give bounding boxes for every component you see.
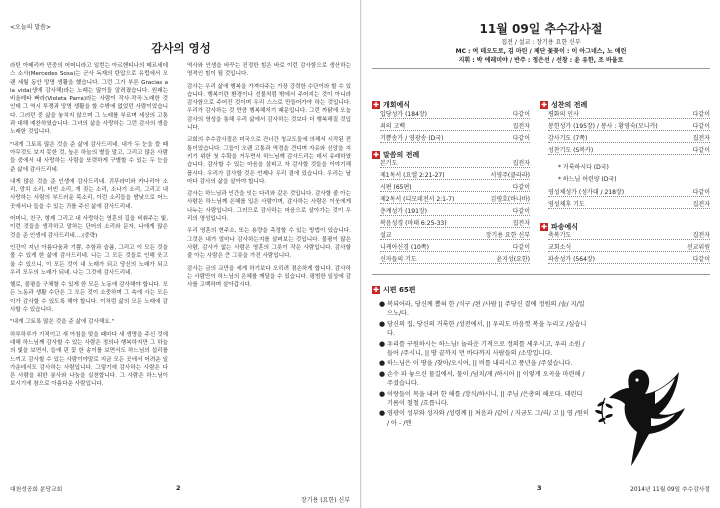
sermon-paragraph: 교회의 추수감사절은 미국으로 건너간 청교도들에 의해서 시작된 전통이었습니다. 그들이 오랜 고통과 역경을 견디며 자유와 신앙을 지키기 위한 첫 수확을 거두면서 하느님께 감사드리는 데서 유래하였습니다. 감사할 수 있는 마음을 살피고 자 감사할 것들을 이야기해 봅시다. 우리가 감사할 것은 언제나 우리 곁에 있습니다. 우리는 날마다 감사의 삶을 살아야 합니다. <box>187 137 351 185</box>
sermon-column-1 <box>10 62 168 393</box>
divider <box>372 68 710 69</box>
order-row: 설교 장기용 요한 신부 <box>380 229 530 240</box>
order-row: 영성체성가 (성가대 / 218장) 다같이 <box>548 186 710 197</box>
psalm-verse: ● 영광이 성부와 성자와 /성령께 || 처음과 /같이 / 지금도 그/리/ 고 || 영 /원히 / 아 - /멘 <box>379 409 589 427</box>
order-row: 봉헌성가 (195장) / 봉사 : 황영숙(모니카) 다같이 <box>548 120 710 131</box>
page-number: 2 <box>176 484 181 492</box>
psalm-responses <box>379 300 589 429</box>
section-title: 파송예식 <box>551 223 579 231</box>
sermon-paragraph: 감사는 금의 교만을 세게 하기보다 오히려 겸손하게 합니다. 감사하는 사람만이 하느님의 은혜를 깨달을 수 있습니다. 평범한 일상에 감사를 고백하며 살아갑시다. <box>187 265 351 289</box>
order-row: 감사기도 (7쪽) 집전자 <box>548 132 710 143</box>
order-row: 평화의 인사 다같이 <box>548 108 710 119</box>
sermon-paragraph: "내게 그토록 많은 것을 준 삶에 감사드리네. 내가 두 눈을 뜰 때 아무것도 보지 못한 것, 높은 하늘의 별들 말고, 그리고 많은 사람들 중에서 내 사랑하는 사람을 또렷하게 구별할 수 있는 두 눈을 준 삶에 감사드리네. <box>10 141 168 173</box>
sermon-title: 감사의 영성 <box>151 41 211 55</box>
order-row: 입당성가 (184장) 다같이 <box>380 108 530 119</box>
dove-olive-branch-icon <box>595 354 705 474</box>
service-ministers <box>372 38 710 65</box>
order-row: 복음성경 (마태 6:25-33) 집전자 <box>380 217 530 228</box>
section-heading-psalm <box>372 285 415 295</box>
section-title: 성찬의 전례 <box>551 101 588 109</box>
sermon-paragraph: 인간이 지닌 아름다움과 기쁨, 추함과 슬픔, 그리고 이 모든 것을 볼 수 있게 한 삶에 감사드리네. 나는 그 모든 것들로 인해 웃고 울 수 있으니, 이 모든 것이 내 노래가 되고 당신의 노래가 되고 우리 모두의 노래가 되네. 나는 그것에 감사드리네. <box>10 244 168 276</box>
section-title: 말씀의 전례 <box>383 151 420 159</box>
order-row: 신자들의 기도 윤지성(요한) <box>380 253 530 264</box>
order-row: 제2독서 (디모데전서 2:1-7) 김평호(바나바) <box>380 193 530 204</box>
psalm-verse: ● 하느님은 이 땅을 /찾아/오시어, || 비를 내리시고 풍년을 /주셨습니다. <box>379 359 573 368</box>
cross-icon: ✚ <box>541 223 547 231</box>
order-row: 기쁨송가 / 영광송 (D국) 다같이 <box>380 132 530 143</box>
order-row: 죄의 고백 집전자 <box>380 120 530 131</box>
ministers-line: MC : 여 데오도로, 김 마틴 / 제단 꽃꽂이 : 이 아그네스, 노 애린 <box>455 48 627 55</box>
right-page <box>362 0 720 508</box>
psalm-verse: ● 당신의 집, 당신의 거룩한 /성전에서, || 우리도 마음껏 복을 누리고 /싶습니다. <box>379 319 587 338</box>
order-row: 축복기도 집전자 <box>548 229 710 240</box>
cross-icon: ✚ <box>541 101 547 109</box>
cross-icon: ✚ <box>373 286 379 294</box>
sermon-paragraph: "내게 그토록 많은 것을 준 삶에 감사해요." <box>10 319 115 326</box>
sermon-paragraph: 감사는 하느님과 인간을 잇는 다리와 같은 것입니다. 감사할 줄 아는 사람은 하느님께 은혜를 입은 사람이며, 감사하는 사람은 이웃에게 나누는 사람입니다. 그러므로 감사하는 마음으로 살아가는 것이 우리의 영성입니다. <box>187 191 351 223</box>
order-row: 파송성가 (564장) 다같이 <box>548 253 710 264</box>
footer-date: 2014년 11월 09일 추수감사절 <box>630 487 710 493</box>
order-row: 성찬기도 (S복카) 다같이 <box>548 144 710 155</box>
sanctus-note: * 거룩하시다 (D국) <box>558 164 609 171</box>
sermon-paragraph: 라틴 아메리카 민중의 어머니라고 일컫는 아르헨티나의 메르세데스 소사(Mercedes Sosa)는 군사 독재의 탄압으로 유럽에서 오랜 세월 동안 망명 생활을 했습니다. 그런 그가 부른 Gracias a la vida(생에 감사해)라는 노래는 많이들 알려졌습니다. 원래는 비올레타 빠라(Violeta Parra)라는 사람이 작사·작곡·노래한 것인데 그 역시 투쟁과 망명 생활을 할 수밖에 없었던 사람이었습니다. 그러던 중 삶을 놓치지 않으며 그 노래를 부르며 세상의 고통과 대해 예찬하였습니다. 그녀의 삶을 사랑하는 그런 감사의 생을 노래한 것입니다. <box>10 63 168 136</box>
divider <box>372 274 710 275</box>
ministers-line: 집전 / 설교 : 장기용 요한 신부 <box>501 39 581 46</box>
psalm-verse: ● 이랑들이 목을 내려 한 해를 /장식/하시니, || 주님 /은총의 해로다. 데린디 기름이 철철 /흐릅니다. <box>379 389 583 408</box>
sermon-author: 장기용 (요한) 신부 <box>300 497 350 504</box>
agnus-dei-note: * 하느님 어린양 (D국) <box>558 176 617 183</box>
order-row: 시편 (65편) 다같이 <box>380 181 530 192</box>
cross-icon: ✚ <box>373 151 379 159</box>
service-title: 11월 09일 추수감사절 <box>479 22 603 36</box>
section-title: 개회예식 <box>383 101 411 109</box>
section-tag: <오늘의 말씀> <box>10 24 51 31</box>
sermon-paragraph: 내게 많은 것을 준 인생에 감사드리네. 귀뚜라미와 카나리아 소리, 망치 소리, 터빈 소리, 개 짖는 소리, 소나기 소리, 그리고 내 사랑하는 사람의 부드러운 목소리, 이런 소리들을 밤낮으로 어느 곳에서나 들을 수 있는 귀를 주신 삶에 감사드리네. <box>10 178 168 210</box>
section-title: 시편 65편 <box>383 286 416 294</box>
order-row: 제1독서 (요엘 2:21-27) 서영주(클라라) <box>380 169 530 180</box>
sermon-paragraph: 헬로, 불평을 구체할 수 있게 한 모든 노동에 감사해야 합니다. 모든 노동과 생활 수단은 그 모든 것이 소중하며 그 속에 사는 모든 이가 감사할 수 있도록 해야 합니다. 이처럼 삶의 모든 노래에 감사할 수 있습니다. <box>10 282 168 314</box>
cross-icon: ✚ <box>373 101 379 109</box>
order-row: 니케아신경 (10쪽) 다같이 <box>380 241 530 252</box>
sermon-paragraph: 역사와 인생을 바꾸는 진정한 힘은 바로 이런 감사함으로 생산하는 영적인 힘이 될 것입니다. <box>187 63 351 78</box>
psalm-verse: ● 손수 파 놓으신 물길에서, 물이 /넘치/게 /하시어 || 이렇게 오곡을 마련해 /주셨습니다. <box>379 369 585 388</box>
sermon-paragraph: 감사는 우리 삶에 행복을 가져다주는 가장 강력한 수단이라 할 수 있습니다. 행복이란 환경이나 선물처럼 밖에서 주어지는 것이 아니라 감사함으로 주어진 것이며 우리 스스로 만들어가야 하는 것입니다. 우리가 감사하는 것 만큼 행복해지기 때문입니다. 그런 까닭에 오늘 감사의 영성을 통해 우리 삶에서 감사하는 것보다 더 행복해질 것입니다. <box>187 83 351 132</box>
order-row: 교회소식 선교위원 <box>548 241 710 252</box>
sermon-column-2 <box>187 62 351 293</box>
order-row: 본기도 집전자 <box>380 157 530 168</box>
sermon-paragraph: 우리 영혼의 현주소, 또는 용량을 측정할 수 있는 방법이 있습니다. 그것은 내가 얼마나 감사하는지를 살펴보는 것입니다. 불평이 많은 사람, 감사가 없는 사람은 영혼의 그릇이 작은 사람입니다. 감사할 줄 아는 사람은 큰 그릇을 가진 사람입니다. <box>187 228 351 260</box>
ministers-line: 지휘 : 박 에레미야 / 반주 : 정은선 / 선창 : 윤 유한, 조 바울로 <box>458 57 624 64</box>
sermon-paragraph: 하루하루가 기적이고 새 아침을 맞을 때마다 새 생명을 주신 것에 대해 하느님께 감사할 수 있는 사람은 정의나 행복하지만 그 하늘의 빛을 보면서, 들에 핀 꽃 한 송이를 보면서도 하느님의 섭리를 느끼고 감사할 수 있는 사람이야말로 지금 모든 곳에서 어려운 일 가운데서도 감사하는 사람입니다. 그렇기에 감사하는 사람은 다른 사람을 위한 봉사와 나눔을 실천합니다. 그 사람은 하느님이 보시기에 참으로 아름다운 사람입니다. <box>10 331 168 388</box>
order-row: 영성체후 기도 집전자 <box>548 198 710 209</box>
sermon-paragraph: 어머니, 친구, 형제 그리고 내 사랑하는 영혼의 길을 비춰주는 빛, 이런 것들을 생각하고 말하는 단어의 소리와 문자, 나에게 많은 것을 준 인생에 감사드리네.…(중략) <box>10 216 168 239</box>
page-number: 3 <box>537 484 542 492</box>
order-row: 층계성가 (191장) 다같이 <box>380 205 530 216</box>
psalm-verse: ● 우리를 구원하시는 하느님! 놀라운 기적으로 정의를 세우시고, 우리 소원 /들어 /주시니, || 땅 끝까지 먼 바다까지 사람들의 /소망입니다. <box>379 339 585 358</box>
psalm-verse: ● 복되어라, 당신께 뽑혀 한 /식구 /된 /사람 || 주당신 곁에 정원의 /솔/ 지/일으노/다. <box>379 300 585 318</box>
footer-church-name: 대천성공회 분당교회 <box>10 487 63 493</box>
